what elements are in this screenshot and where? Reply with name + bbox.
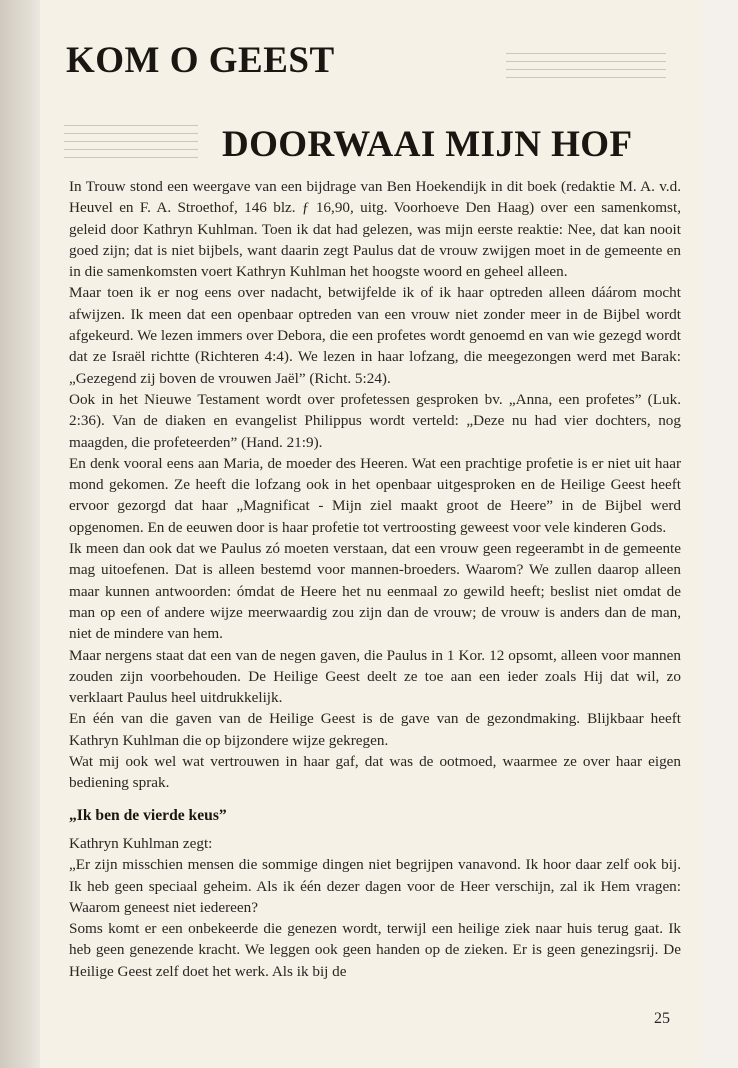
paragraph: Maar nergens staat dat een van de negen gaven, die Paulus in 1 Kor. 12 opsomt, alleen voor mannen zouden zijn voorbehouden. De Heilige Geest deelt ze toe aan een ieder zoals Hij dat wil, zo verklaart Paulus heel uitdrukkelijk. (69, 646, 681, 707)
paragraph: Ook in het Nieuwe Testament wordt over profetessen gesproken bv. „Anna, een profetes” (Luk. 2:36). Van de diaken en evangelist Philippus wordt verteld: „Deze nu had vier dochters, nog maagden, die profeteerden” (Hand. 21:9). (69, 390, 681, 451)
paragraph: Maar toen ik er nog eens over nadacht, betwijfelde ik of ik haar optreden alleen dáárom mocht afwijzen. Ik meen dat een openbaar optreden van een vrouw niet zonder meer in de Bijbel wordt afgekeurd. We lezen immers over Debora, die een profetes wordt genoemd en van wie gezegd wordt dat ze Israël richtte (Richteren 4:4). We lezen in haar lofzang, die meegezongen werd met Barak: „Gezegend zij boven de vrouwen Jaël” (Richt. 5:24). (69, 284, 681, 387)
paragraph: Kathryn Kuhlman zegt: (69, 834, 213, 852)
book-spine-shadow (0, 0, 40, 1068)
page-edge (702, 0, 738, 1068)
paragraph: Soms komt er een onbekeerde die genezen wordt, terwijl een heilige ziek naar huis terug gaat. Ik heb geen genezende kracht. We leggen ook geen handen op de zieken. Er is geen genezingsrij. De Heilige Geest zelf doet het werk. Als ik bij de (69, 920, 681, 980)
paragraph: En één van die gaven van de Heilige Geest is de gave van de gezondmaking. Blijkbaar heeft Kathryn Kuhlman die op bijzondere wijze gekregen. (69, 710, 681, 749)
article-body (69, 176, 681, 982)
article-title-line-1: KOM O GEEST (66, 40, 335, 81)
article-title-line-2: DOORWAAI MIJN HOF (222, 124, 633, 165)
paragraph: En denk vooral eens aan Maria, de moeder des Heeren. Wat een prachtige profetie is er niet uit haar mond gekomen. Ze heeft die lofzang ook in het openbaar uitgesproken en de Heilige Geest heeft ervoor gezorgd dat haar „Magnificat - Mijn ziel maakt groot de Heere” in de Bijbel werd opgenomen. En de eeuwen door is haar profetie tot vertroosting geweest voor vele kinderen Gods. (69, 454, 681, 536)
decorative-rules-left (64, 125, 198, 165)
decorative-rules-top (506, 53, 666, 85)
paragraph: Wat mij ook wel wat vertrouwen in haar gaf, dat was de ootmoed, waarmee ze over haar eigen bediening sprak. (69, 753, 681, 792)
paragraph: „Er zijn misschien mensen die sommige dingen niet begrijpen vanavond. Ik hoor daar zelf ook bij. Ik heb geen speciaal geheim. Als ik één dezer dagen voor de Heer verschijn, zal ik Hem vragen: Waarom geneest niet iedereen? (69, 856, 681, 916)
page-number: 25 (654, 1010, 670, 1027)
paragraph: In Trouw stond een weergave van een bijdrage van Ben Hoekendijk in dit boek (redaktie M. A. v.d. Heuvel en F. A. Stroethof, 146 blz. ƒ 16,90, uitg. Voorhoeve Den Haag) over een samenkomst, geleid door Kathryn Kuhlman. Toen ik dat had gelezen, was mijn eerste reaktie: Nee, dat kan nooit goed zijn; dat is niet bijbels, want daarin zegt Paulus dat de vrouw zwijgen moet in de gemeente en in die samenkomsten voert Kathryn Kuhlman het hoogste woord en geheel alleen. (69, 178, 681, 281)
paragraph: Ik meen dan ook dat we Paulus zó moeten verstaan, dat een vrouw geen regeerambt in de gemeente mag uitoefenen. Dat is alleen bestemd voor mannen-broeders. Waarom? We zullen daarop alleen maar kunnen antwoorden: ómdat de Heere het nu eenmaal zo gewild heeft; beslist niet omdat de man op een of andere wijze meerwaardig zou zijn dan de vrouw; de vrouw is anders dan de man, niet de mindere van hem. (69, 540, 681, 643)
section-subheading: „Ik ben de vierde keus” (69, 806, 227, 824)
